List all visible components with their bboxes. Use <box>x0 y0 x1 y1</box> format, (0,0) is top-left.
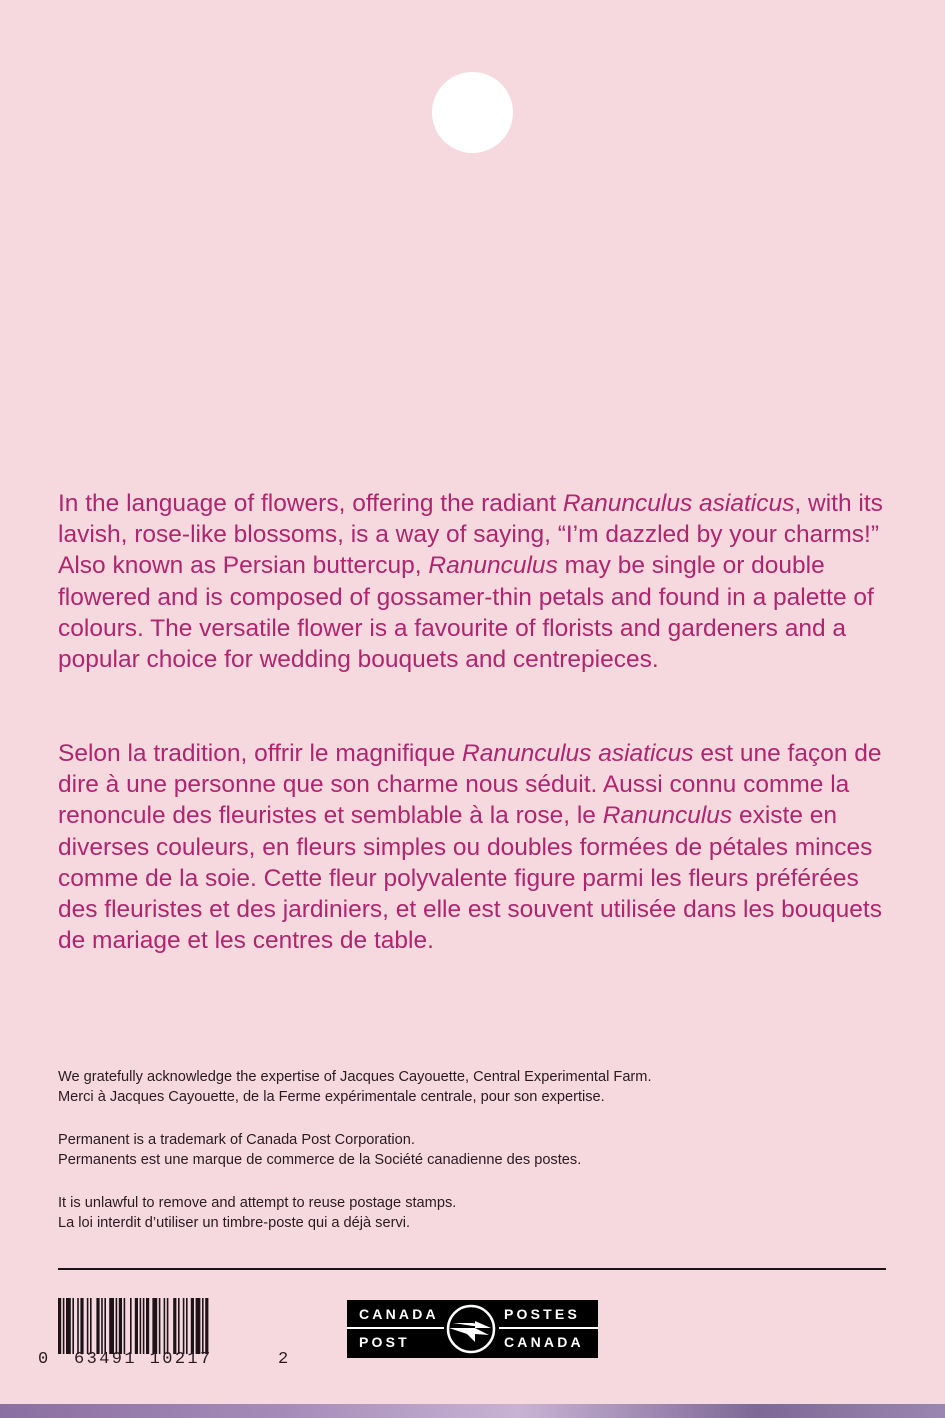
description-en-genus: Ranunculus <box>428 552 558 580</box>
logo-postes: POSTES <box>504 1306 580 1322</box>
barcode-bar <box>196 1298 201 1354</box>
legal-notice <box>58 1193 858 1233</box>
barcode-bar <box>143 1298 145 1354</box>
barcode-bar <box>159 1298 161 1354</box>
barcode-bar <box>116 1298 118 1354</box>
barcode-bar <box>146 1298 149 1354</box>
logo-rule-right <box>499 1327 598 1329</box>
trademark-fr: Permanents est une marque de commerce de la Société canadienne des postes. <box>58 1152 582 1168</box>
barcode-bar <box>101 1298 103 1354</box>
stamp-image-edge <box>0 1404 945 1418</box>
description-fr-part3: existe en diverses couleurs, en fleurs simples ou doubles formées de pétales minces comme de la soie. Cette fleur polyvalente figure parmi les fleurs préférées des fleuristes et des jardiniers, et elle est souvent utilisée dans les bouquets de mariage et les centres de table. <box>58 802 882 955</box>
barcode-bar <box>183 1298 185 1354</box>
barcode-bar <box>63 1298 65 1354</box>
legal-fr: La loi interdit d’utiliser un timbre-poste qui a déjà servi. <box>58 1215 411 1231</box>
canada-post-emblem-icon <box>445 1304 497 1354</box>
barcode-bar <box>119 1298 122 1354</box>
barcode-right-digit: 2 <box>278 1350 289 1369</box>
hang-hole <box>432 72 513 153</box>
barcode-bar <box>173 1298 176 1354</box>
acknowledgement-en: We gratefully acknowledge the expertise of Jacques Cayouette, Central Experimental Farm. <box>58 1069 652 1085</box>
description-fr-genus: Ranunculus <box>602 802 733 830</box>
description-en-part1: In the language of flowers, offering the radiant <box>58 490 563 517</box>
barcode-bar <box>167 1298 169 1354</box>
barcode-bar <box>186 1298 188 1354</box>
description-english <box>58 488 888 675</box>
trademark-notice <box>58 1130 858 1170</box>
barcode-bar <box>140 1298 142 1354</box>
description-en-part2: , with its lavish, rose-like blossoms, is a way of saying, “I’m dazzled by your charms!” Also known as Persian buttercup, <box>58 490 883 580</box>
divider-rule <box>58 1268 886 1270</box>
barcode-bar <box>104 1298 106 1354</box>
barcode-bar <box>90 1298 92 1354</box>
barcode-bar <box>152 1298 157 1354</box>
barcode-left-digit: 0 <box>38 1350 49 1369</box>
description-french <box>58 738 888 956</box>
legal-en: It is unlawful to remove and attempt to reuse postage stamps. <box>58 1195 457 1211</box>
barcode-number: 63491 10217 <box>74 1350 213 1369</box>
description-fr-species: Ranunculus asiaticus <box>462 740 694 767</box>
canada-post-logo <box>347 1300 598 1358</box>
barcode-bar <box>96 1298 99 1354</box>
barcode-bar <box>164 1298 166 1354</box>
barcode-bar <box>130 1298 132 1354</box>
barcode-bar <box>124 1298 126 1354</box>
description-en-part3: may be single or double flowered and is composed of gossamer-thin petals and found in a palette of colours. The versatile flower is a favourite of florists and gardeners and a popular choice for wedding bouquets and centrepieces. <box>58 552 874 674</box>
barcode-bars <box>58 1298 270 1354</box>
barcode-bar <box>66 1298 71 1354</box>
acknowledgement-fr: Merci à Jacques Cayouette, de la Ferme expérimentale centrale, pour son expertise. <box>58 1089 605 1105</box>
barcode-bar <box>72 1298 74 1354</box>
logo-rule-left <box>347 1327 444 1329</box>
barcode-bar <box>205 1298 208 1354</box>
barcode-bar <box>178 1298 180 1354</box>
barcode-bar <box>191 1298 194 1354</box>
description-en-species: Ranunculus asiaticus <box>562 490 795 517</box>
description-fr-part2: est une façon de dire à une personne que son charme nous séduit. Aussi connu comme la renoncule des fleuristes et semblable à la rose, le <box>58 740 882 830</box>
logo-canada-left: CANADA <box>359 1306 439 1322</box>
barcode-bar <box>87 1298 89 1354</box>
acknowledgement <box>58 1067 858 1107</box>
barcode-bar <box>109 1298 114 1354</box>
barcode-bar <box>80 1298 83 1354</box>
barcode-bar <box>202 1298 204 1354</box>
barcode-bar <box>77 1298 79 1354</box>
logo-post: POST <box>359 1334 410 1350</box>
barcode-bar <box>135 1298 138 1354</box>
trademark-en: Permanent is a trademark of Canada Post Corporation. <box>58 1132 415 1148</box>
barcode-bar <box>58 1298 61 1354</box>
description-fr-part1: Selon la tradition, offrir le magnifique <box>58 740 463 767</box>
logo-canada-right: CANADA <box>504 1334 584 1350</box>
barcode-icon <box>58 1298 270 1354</box>
